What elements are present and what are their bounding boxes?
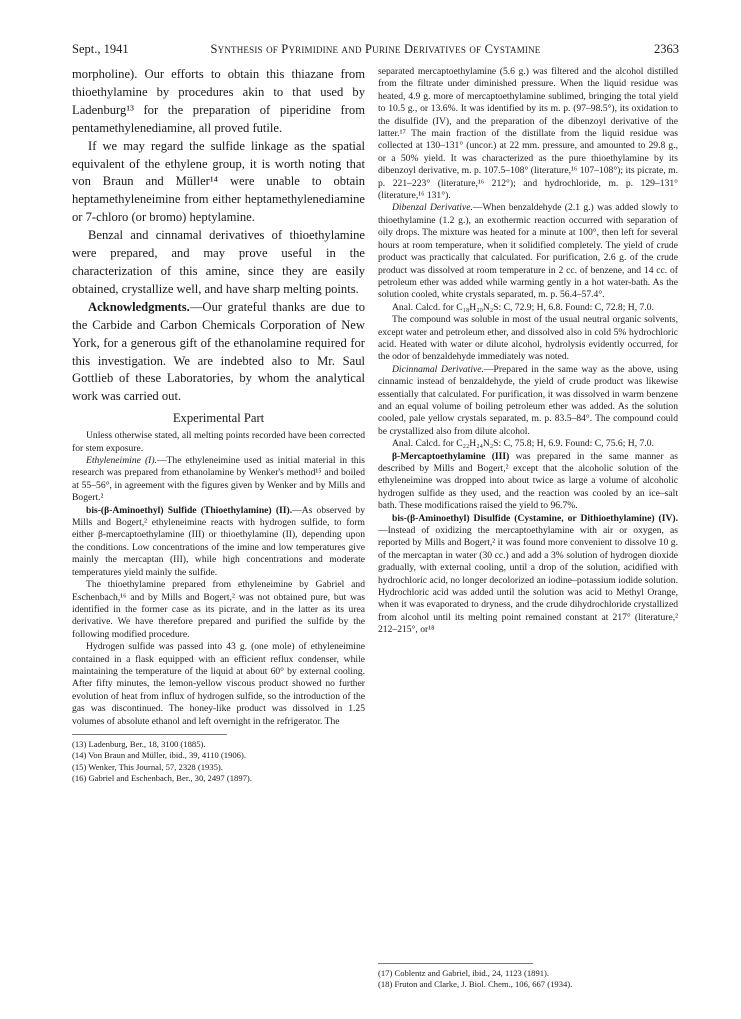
footnote: (17) Coblentz and Gabriel, ibid., 24, 1123 (1891). [378,968,550,978]
paragraph: Unless otherwise stated, all melting points recorded have been corrected for stem exposure. [72,430,365,454]
footnote-rule [378,963,533,964]
compound-heading: bis-(β-Aminoethyl) Sulfide (Thioethylamine) (II). [86,504,293,516]
paragraph: The compound was soluble in most of the usual neutral organic solvents, except water and petroleum ether, and dissolved also in cold 5% hydrochloric acid. Heated with water or dilute alcohol, hydrolysis evidently occurred, for the odor of benzaldehyde immediately was noted. [378,314,678,363]
footnote: (18) Fruton and Clarke, J. Biol. Chem., 106, 667 (1934). [378,979,573,990]
footnote: (14) Von Braun and Müller, ibid., 39, 4110 (1906). [72,750,246,761]
paragraph: Hydrogen sulfide was passed into 43 g. (one mole) of ethyleneimine contained in a flask equipped with an efficient reflux condenser, while maintaining the temperature of the liquid at about 60° by external cooling. After fifty minutes, the lemon-yellow viscous product showed no further evolution of heat from influx of hydrogen sulfide, so the introduction of the gas was discontinued. The honey-like product was dissolved in 1.25 volumes of absolute ethanol and left overnight in the refrigerator. The [72,641,365,727]
section-title: Experimental Part [172,411,265,426]
paragraph: β-Mercaptoethylamine (III) was prepared in the same manner as described by Mills and Bogert,² except that the alcoholic solution of the ethyleneimine was dropped into about twice as large a volume of alcoholic hydrogen sulfide as they used, and the reaction was cooled by an ice–salt bath. These modifications raised the yield to 96.7%. [378,450,678,512]
header-date: Sept., 1941 [72,42,129,56]
footnote: (15) Wenker, This Journal, 57, 2328 (1935). [72,761,223,772]
compound-heading: bis-(β-Aminoethyl) Disulfide (Cystamine, or Dithioethylamine) (IV). [392,512,678,524]
analysis-line: Anal. Calcd. for C₂₂H₂₄N₂S: C, 75.8; H, 6.9. Found: C, 75.6; H, 7.0. [392,438,654,450]
paragraph: Dicinnamal Derivative.—Prepared in the same way as the above, using cinnamic instead of benzaldehyde, the yield of crude product was likewise essentially that calculated. For purification, it was dissolved in warm benzene and an equal volume of boiling petroleum ether was added. As the solution cooled, pale yellow crystals separated, m. p. 83.5–84°. The compound could be crystallized also from dilute alcohol. [378,363,678,437]
acknowledgments-paragraph [72,299,365,406]
paragraph: bis-(β-Aminoethyl) Disulfide (Cystamine, or Dithioethylamine) (IV).—Instead of oxidizing the mercaptoethylamine with air or oxygen, as reported by Mills and Bogert,² it was found more convenient to dissolve 10 g. of the mercaptan in water (30 cc.) and add a 3% solution of hydrogen dioxide gradually, with external cooling, until a drop of the solution, acidified with hydrochloric acid, no longer decolorized an iodine–potassium iodide solution. Hydrochloric acid was added until the solution was acid to Methyl Orange, when it was evaporated to dryness, and the crude dihydrochloride crystallized from alcohol until its melting point remained constant at 217° (literature,² 212–215°, or¹⁸ [378,512,678,636]
compound-heading: Dicinnamal Derivative. [392,363,484,375]
header-title: Synthesis of Pyrimidine and Purine Derivatives of Cystamine [210,42,541,56]
acknowledgments-heading: Acknowledgments. [88,299,190,314]
paragraph: The thioethylamine prepared from ethyleneimine by Gabriel and Eschenbach,¹⁶ and by Mills and Bogert,² was not obtained pure, but was identified in the former case as its picrate, and in the latter as its urea derivative. We have therefore prepared and purified the sulfide by the following modified procedure. [72,579,365,640]
footnote-rule [72,734,227,735]
paragraph: separated mercaptoethylamine (5.6 g.) was filtered and the alcohol distilled from the filtrate under diminished pressure. When the liquid residue was heated, 4.9 g. more of mercaptoethylamine sublimed, bringing the total yield to 10.5 g., or 13.6%. It was identified by its m. p. (97–98.5°), its oxidation to the disulfide (IV), and the preparation of the dibenzoyl derivative of the latter.¹⁷ The main fraction of the distillate from the liquid residue was collected at 130–131° (uncor.) at 22 mm. pressure, and amounted to 29.8 g., or a 50% yield. It was characterized as the pure thioethylamine by its dibenzoyl derivative, m. p. 107.5–108° (literature,¹⁶ 107–108°); its picrate, m. p. 221–223° (literature,¹⁶ 212°); and hydrochloride, m. p. 129–131° (literature,¹⁶ 131°). [378,66,678,202]
compound-heading: Ethyleneimine (I). [86,455,157,467]
running-header [72,42,679,60]
analysis-line: Anal. Calcd. for C₁₈H₂₀N₂S: C, 72.9; H, 6.8. Found: C, 72.8; H, 7.0. [392,301,654,313]
right-footnotes [378,957,678,991]
paragraph: bis-(β-Aminoethyl) Sulfide (Thioethylamine) (II).—As observed by Mills and Bogert,² ethyleneimine reacts with hydrogen sulfide, to form either β-mercaptoethylamine (III) or thioethylamine (II), depending upon the conditions. Low concentrations of the imine and low temperatures give mainly the mercaptan (III), while high concentrations and moderate temperatures yield mainly the sulfide. [72,504,365,578]
compound-heading: Dibenzal Derivative. [392,202,473,214]
paragraph: If we may regard the sulfide linkage as the spatial equivalent of the ethylene group, it is worth noting that von Braun and Müller¹⁴ were unable to obtain heptamethyleneimine from either heptamethylenediamine or 7-chloro (or bromo) heptylamine. [72,138,365,225]
footnote: (13) Ladenburg, Ber., 18, 3100 (1885). [72,738,206,749]
paragraph: morpholine). Our efforts to obtain this thiazane from thioethylamine by procedures akin to that used by Ladenburg¹³ for the preparation of piperidine from pentamethylenediamine, all proved futile. [72,67,365,135]
right-column [378,66,678,637]
paragraph: Ethyleneimine (I).—The ethyleneimine used as initial material in this research was prepared from ethanolamine by Wenker's method¹⁵ and boiled at 55–56°, in agreement with the figures given by Wenker and by Mills and Bogert.² [72,455,365,504]
acknowledgments-text: —Our grateful thanks are due to the Carbide and Carbon Chemicals Corporation of New York, for a generous gift of the ethanolamine required for this investigation. We are indebted also to Mr. Saul Gottlieb of these Laboratories, by whom the analytical work was carried out. [72,299,365,404]
left-column [72,66,365,784]
paragraph: Benzal and cinnamal derivatives of thioethylamine were prepared, and may prove useful in the characterization of this amine, since they are easily obtained, crystallize well, and have sharp melting points. [72,228,365,296]
paragraph: Dibenzal Derivative.—When benzaldehyde (2.1 g.) was added slowly to thioethylamine (1.2 g.), an exothermic reaction occurred with separation of oily drops. The mixture was heated for a minute at 100°, then left for several hours at room temperature, when it solidified completely. The yield of crude product was practically that calculated. For purification, 2.6 g. of the crude product was dissolved at room temperature in 2 cc. of benzene, and 14 cc. of petroleum ether was added while warming gently in a hot water-bath. As the solution cooled, white crystals separated, m. p. 56.4–57.4°. [378,202,678,301]
compound-heading: β-Mercaptoethylamine (III) [392,450,510,462]
footnote: (16) Gabriel and Eschenbach, Ber., 30, 2497 (1897). [72,772,252,783]
page-number: 2363 [654,42,679,56]
